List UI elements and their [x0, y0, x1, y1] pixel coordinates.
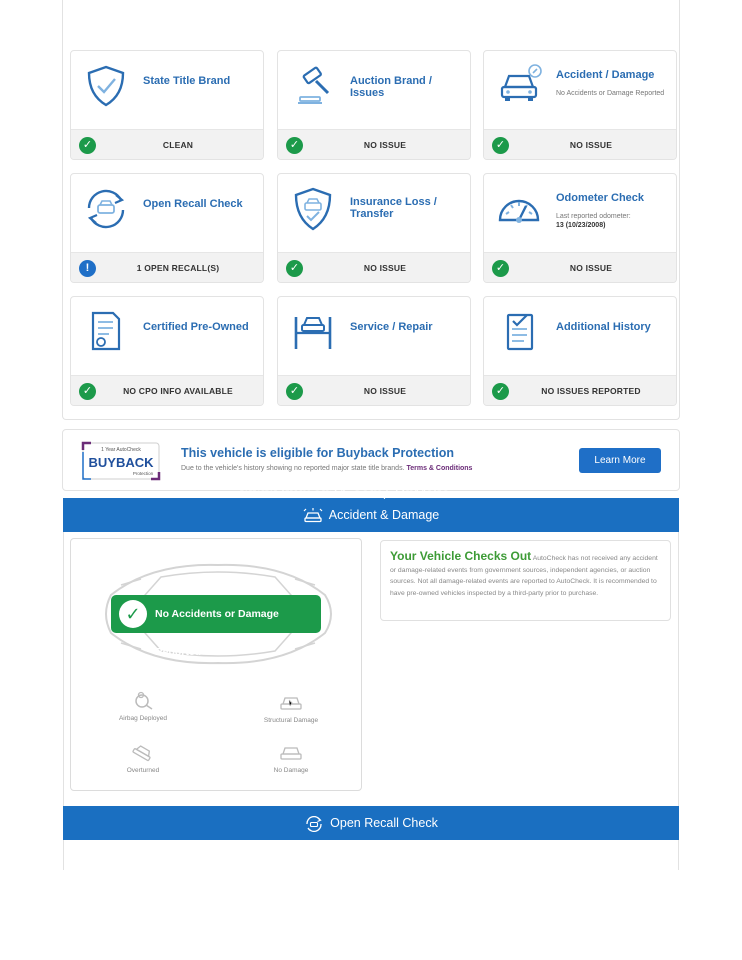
legend-label: Structural Damage: [263, 717, 319, 724]
history-card[interactable]: [70, 50, 264, 160]
card-top: [278, 51, 470, 129]
card-status: NO ISSUE: [363, 140, 407, 150]
history-card[interactable]: [277, 50, 471, 160]
check-circle-icon: ✓: [286, 383, 303, 400]
check-circle-icon: ✓: [286, 137, 303, 154]
certificate-icon: [83, 309, 129, 355]
history-card[interactable]: [483, 296, 677, 406]
card-status-bar: [278, 252, 470, 283]
buyback-banner: [62, 429, 680, 491]
card-title: Additional History: [556, 321, 651, 333]
check-circle-icon: ✓: [492, 137, 509, 154]
history-card[interactable]: [70, 296, 264, 406]
card-title: Certified Pre-Owned: [143, 321, 249, 333]
watermark: www.kumer24.com/ DrMike: [240, 486, 451, 502]
gavel-icon: [290, 63, 336, 109]
card-status: NO ISSUE: [569, 140, 613, 150]
card-top: [484, 51, 676, 129]
legend-label: No Damage: [273, 767, 309, 774]
card-subtitle-text: Last reported odometer:: [556, 213, 631, 220]
learn-more-button[interactable]: Learn More: [579, 448, 661, 473]
alert-circle-icon: !: [79, 260, 96, 277]
history-card[interactable]: [277, 296, 471, 406]
card-title: Service / Repair: [350, 321, 433, 333]
card-subtitle: [556, 212, 674, 230]
car-crash-icon: [303, 508, 323, 524]
buyback-title: This vehicle is eligible for Buyback Protection: [181, 446, 454, 460]
card-status-bar: [71, 375, 263, 406]
card-top: [484, 297, 676, 375]
card-subtitle-value: 13 (10/23/2008): [556, 222, 606, 229]
card-top: [71, 174, 263, 252]
check-circle-icon: ✓: [79, 137, 96, 154]
card-status-bar: [71, 129, 263, 160]
card-status: NO CPO INFO AVAILABLE: [123, 386, 233, 396]
overturned-icon: [131, 741, 155, 763]
card-subtitle: [556, 89, 674, 98]
open-recall-header-label: Open Recall Check: [330, 816, 438, 830]
terms-conditions-link[interactable]: Terms & Conditions: [406, 465, 473, 472]
card-title: Auction Brand / Issues: [350, 75, 432, 99]
damage-diagram: [70, 538, 362, 791]
vehicle-checks-out-box: [380, 540, 671, 621]
accident-damage-header[interactable]: [63, 498, 679, 532]
buyback-logo-main: BUYBACK: [88, 455, 154, 470]
card-status: NO ISSUES REPORTED: [541, 386, 641, 396]
document-check-icon: [496, 309, 542, 355]
card-status: CLEAN: [162, 140, 194, 150]
card-status-bar: [71, 252, 263, 283]
card-top: [484, 174, 676, 252]
open-recall-header[interactable]: [63, 806, 679, 840]
card-status-bar: [278, 129, 470, 160]
shield-check-icon: [83, 63, 129, 109]
recall-icon: [304, 816, 324, 832]
card-title: Insurance Loss / Transfer: [350, 196, 437, 220]
accident-damage-header-label: Accident & Damage: [328, 508, 440, 522]
history-card[interactable]: [483, 50, 677, 160]
shield-car-icon: [290, 186, 336, 232]
card-status: NO ISSUE: [569, 263, 613, 273]
checks-body: AutoCheck has not received any accident or damage-related events from government sources, independent agencies, or auction sources. Not all damage-related events are reported to AutoCheck. It is recommended to have pre-owned vehicles inspected by a third-party prior to purchase.: [390, 555, 658, 597]
recall-panel: [63, 840, 679, 870]
card-status-bar: [484, 375, 676, 406]
car-front-icon: [496, 63, 542, 109]
structural-damage-icon: [279, 693, 303, 713]
no-accidents-banner: [111, 595, 321, 658]
legend-airbag: [103, 689, 183, 722]
card-status: NO ISSUE: [363, 263, 407, 273]
buyback-logo-top: 1 Year AutoCheck: [101, 447, 141, 453]
odometer-icon: [496, 186, 542, 232]
card-top: [278, 297, 470, 375]
legend-label: Overturned: [126, 767, 160, 774]
check-circle-icon: ✓: [492, 383, 509, 400]
no-accidents-text: No Accidents or Damage Reported: [155, 608, 279, 658]
airbag-icon: [132, 689, 154, 711]
card-title: Open Recall Check: [143, 198, 243, 210]
buyback-subtitle: [181, 465, 472, 472]
no-damage-icon: [279, 743, 303, 763]
history-card[interactable]: [70, 173, 264, 283]
check-icon: ✓: [119, 600, 147, 628]
card-top: [278, 174, 470, 252]
legend-label: Airbag Deployed: [118, 715, 168, 722]
card-status: 1 OPEN RECALL(S): [136, 263, 220, 273]
card-subtitle-text: No Accidents or Damage Reported: [556, 90, 665, 97]
legend-overturned: [103, 741, 183, 774]
recall-cycle-icon: [83, 186, 129, 232]
buyback-subtitle-text: Due to the vehicle's history showing no reported major state title brands.: [181, 465, 405, 472]
check-circle-icon: ✓: [286, 260, 303, 277]
card-top: [71, 297, 263, 375]
card-title: Odometer Check: [556, 192, 645, 204]
buyback-logo: [81, 440, 161, 482]
buyback-logo-bottom: Protection: [132, 471, 154, 476]
card-status-bar: [278, 375, 470, 406]
history-card[interactable]: [483, 173, 677, 283]
card-status-bar: [484, 129, 676, 160]
card-top: [71, 51, 263, 129]
legend-no-damage: [251, 743, 331, 774]
card-status-bar: [484, 252, 676, 283]
card-status: NO ISSUE: [363, 386, 407, 396]
card-title: State Title Brand: [143, 75, 231, 87]
check-circle-icon: ✓: [492, 260, 509, 277]
history-card[interactable]: [277, 173, 471, 283]
card-title: Accident / Damage: [556, 69, 655, 81]
legend-structural: [251, 693, 331, 724]
check-circle-icon: ✓: [79, 383, 96, 400]
checks-headline: Your Vehicle Checks Out: [390, 549, 532, 563]
car-lift-icon: [290, 309, 336, 355]
